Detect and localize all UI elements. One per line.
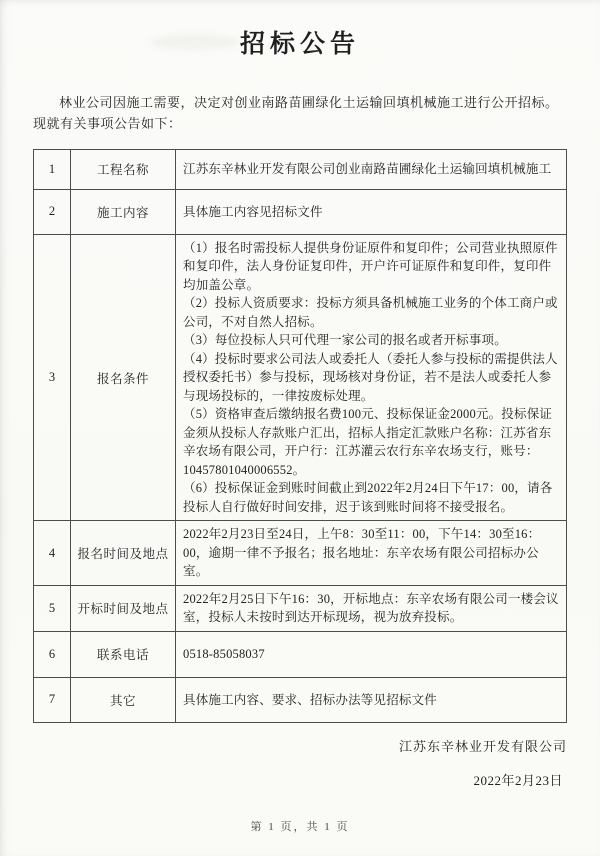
- content-paragraph: 2022年2月25日下午16：30，开标地点：东辛农场有限公司一楼会议室，投标人未按时到达开标现场，视为放弃投标。: [183, 591, 559, 625]
- table-row: [34, 521, 567, 586]
- row-label: 报名条件: [71, 234, 176, 521]
- row-label: 工程名称: [71, 149, 176, 189]
- signature-company: 江苏东辛林业开发有限公司: [398, 738, 567, 754]
- signature-date: 2022年2月23日: [473, 772, 563, 788]
- row-content: [176, 234, 567, 521]
- row-content: [176, 585, 567, 631]
- intro-paragraph: 林业公司因施工需要，决定对创业南路苗圃绿化土运输回填机械施工进行公开招标。现就有关事项公告如下：: [33, 95, 559, 132]
- notice-table: [33, 149, 567, 723]
- row-content: [176, 189, 567, 234]
- row-number: 5: [34, 585, 71, 631]
- table-row: [34, 585, 567, 631]
- page-number: 第 1 页，共 1 页: [250, 821, 350, 833]
- row-number: 7: [34, 677, 71, 722]
- row-content: [176, 521, 567, 586]
- table-row: [34, 189, 567, 234]
- content-paragraph: （2）投标人资质要求：投标方须具备机械施工业务的个体工商户或公司，不对自然人招标。: [183, 296, 558, 329]
- row-content: [176, 677, 567, 722]
- table-row: [34, 149, 567, 189]
- content-paragraph: （4）投标时要求公司法人或委托人（委托人参与投标的需提供法人授权委托书）参与投标，现场核对身份证，若不是法人或委托人参与现场投标的，一律按废标处理。: [183, 351, 558, 403]
- row-number: 6: [34, 631, 71, 677]
- signature-block: [33, 736, 567, 789]
- row-content: [176, 631, 567, 677]
- content-paragraph: 江苏东辛林业开发有限公司创业南路苗圃绿化土运输回填机械施工: [183, 162, 552, 177]
- scan-smudge: [150, 34, 240, 50]
- page-title: 招标公告: [239, 31, 360, 58]
- content-paragraph: （3）每位投标人只可代理一家公司的报名或者开标事项。: [183, 333, 507, 348]
- row-number: 3: [34, 234, 71, 521]
- row-label: 开标时间及地点: [71, 585, 176, 631]
- row-label: 其它: [71, 677, 176, 722]
- row-number: 1: [34, 149, 71, 189]
- content-paragraph: 具体施工内容、要求、招标办法等见招标文件: [183, 692, 438, 707]
- table-row: [34, 677, 567, 722]
- row-content: [176, 149, 567, 189]
- content-paragraph: （6）投标保证金到账时间截止到2022年2月24日下午17：00，请各投标人自行做好时间安排，迟于该到账时间将不接受报名。: [183, 481, 553, 514]
- content-paragraph: 2022年2月23日至24日，上午8：30至11：00，下午14：30至16：00，逾期一律不予报名；报名地址：东辛农场有限公司招标办公室。: [183, 527, 541, 579]
- row-label: 报名时间及地点: [71, 521, 176, 586]
- content-paragraph: （5）资格审查后缴纳报名费100元、投标保证金2000元。投标保证金须从投标人存款账户汇出，招标人指定汇款账户名称：江苏省东辛农场有限公司，开户行：江苏灌云农行东辛农场支行，账号：10457801040006552。: [183, 407, 553, 477]
- content-paragraph: （1）报名时需投标人提供身份证原件和复印件；公司营业执照原件和复印件，法人身份证复印件，开户许可证原件和复印件，复印件均加盖公章。: [183, 240, 558, 292]
- row-number: 4: [34, 521, 71, 586]
- row-label: 联系电话: [71, 631, 176, 677]
- table-row: [34, 234, 567, 521]
- content-paragraph: 0518-85058037: [183, 647, 265, 662]
- row-label: 施工内容: [71, 189, 176, 234]
- table-row: [34, 631, 567, 677]
- content-paragraph: 具体施工内容见招标文件: [183, 204, 323, 219]
- row-number: 2: [34, 189, 71, 234]
